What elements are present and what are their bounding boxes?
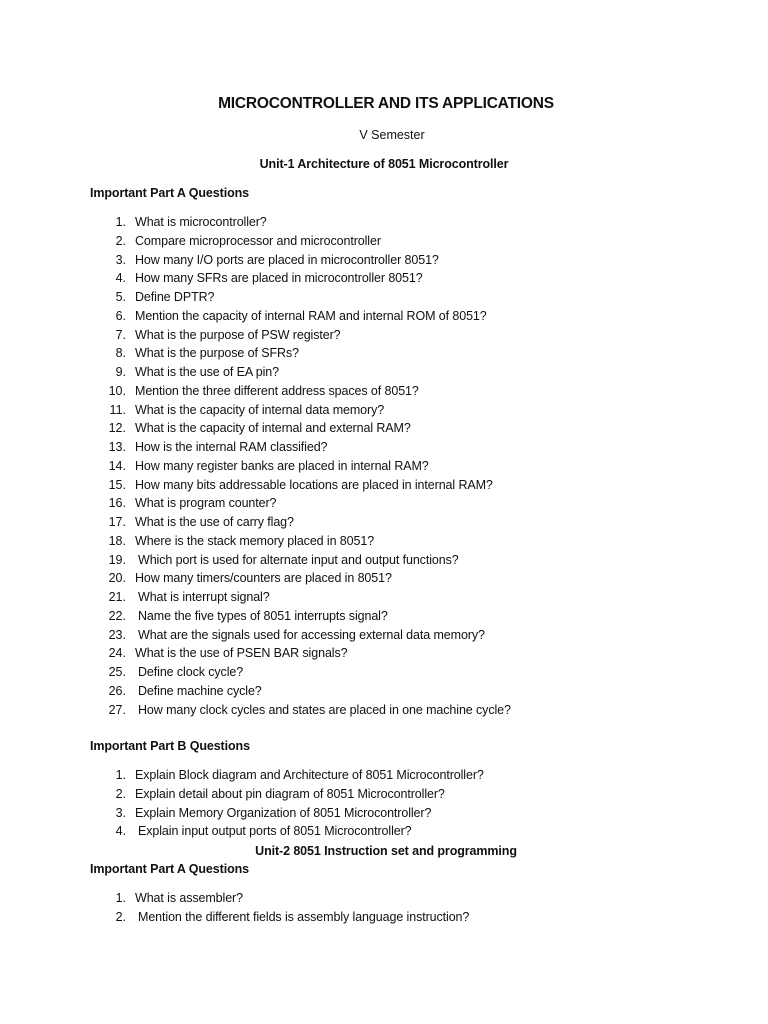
question-text: Define machine cycle? xyxy=(138,683,262,698)
question-number: 17. xyxy=(108,515,126,529)
question-text: What is the use of PSEN BAR signals? xyxy=(135,646,348,661)
question-number: 4. xyxy=(115,824,126,839)
question-number: 7. xyxy=(115,327,126,342)
question-text: Mention the capacity of internal RAM and internal ROM of 8051? xyxy=(135,308,487,323)
question-text: What is program counter? xyxy=(135,496,277,511)
question-number: 15. xyxy=(108,477,126,492)
semester-label: V Semester xyxy=(359,128,425,142)
unit-2-part-a-heading: Important Part A Questions xyxy=(90,862,249,876)
question-number: 1. xyxy=(115,768,126,782)
question-number: 2. xyxy=(115,909,126,924)
question-text: What is interrupt signal? xyxy=(138,590,270,604)
question-text: How many timers/counters are placed in 8051? xyxy=(135,571,392,586)
question-text: How many I/O ports are placed in microcontroller 8051? xyxy=(135,252,439,267)
question-number: 14. xyxy=(108,458,126,473)
question-text: What is the capacity of internal data memory? xyxy=(135,402,385,417)
unit-2-heading: Unit-2 8051 Instruction set and programming xyxy=(255,844,517,858)
question-number: 26. xyxy=(108,683,126,698)
question-number: 21. xyxy=(108,590,126,604)
question-number: 18. xyxy=(108,533,126,548)
question-number: 11. xyxy=(109,402,126,417)
question-text: What is the purpose of SFRs? xyxy=(135,346,299,361)
question-text: How many SFRs are placed in microcontroller 8051? xyxy=(135,271,423,286)
question-text: How many clock cycles and states are placed in one machine cycle? xyxy=(138,702,511,717)
question-text: How many bits addressable locations are placed in internal RAM? xyxy=(135,477,493,492)
question-text: What is the use of EA pin? xyxy=(135,365,280,379)
question-text: What is the use of carry flag? xyxy=(135,515,294,529)
question-number: 22. xyxy=(108,608,126,623)
question-text: Mention the different fields is assembly language instruction? xyxy=(138,909,470,924)
question-number: 23. xyxy=(108,627,126,642)
question-text: Explain detail about pin diagram of 8051 Microcontroller? xyxy=(135,786,445,801)
unit-1-part-a-heading: Important Part A Questions xyxy=(90,186,249,200)
question-number: 27. xyxy=(108,702,126,717)
question-text: Where is the stack memory placed in 8051? xyxy=(135,533,375,548)
question-text: Which port is used for alternate input and output functions? xyxy=(138,552,459,567)
question-text: How many register banks are placed in internal RAM? xyxy=(135,458,429,473)
question-text: What is assembler? xyxy=(135,891,243,905)
question-number: 19. xyxy=(108,552,126,567)
question-number: 6. xyxy=(115,308,126,323)
question-text: Explain Memory Organization of 8051 Microcontroller? xyxy=(135,805,432,820)
question-text: Explain Block diagram and Architecture of 8051 Microcontroller? xyxy=(135,768,484,782)
question-number: 24. xyxy=(108,646,126,661)
question-number: 1. xyxy=(115,891,126,905)
document-title: MICROCONTROLLER AND ITS APPLICATIONS xyxy=(218,95,554,112)
question-text: Define DPTR? xyxy=(135,290,215,304)
question-number: 3. xyxy=(115,805,126,820)
question-text: Name the five types of 8051 interrupts signal? xyxy=(138,608,388,623)
question-number: 3. xyxy=(115,252,126,267)
question-text: What is the capacity of internal and external RAM? xyxy=(135,421,411,436)
question-number: 1. xyxy=(115,215,126,229)
unit-1-heading: Unit-1 Architecture of 8051 Microcontroller xyxy=(259,157,509,171)
question-text: Define clock cycle? xyxy=(138,665,244,679)
question-number: 12. xyxy=(108,421,126,436)
unit-1-part-b-heading: Important Part B Questions xyxy=(90,739,250,753)
question-text: What is the purpose of PSW register? xyxy=(135,327,341,342)
question-number: 25. xyxy=(108,665,126,679)
question-number: 10. xyxy=(108,383,126,398)
question-number: 13. xyxy=(108,440,126,454)
question-number: 8. xyxy=(115,346,126,361)
question-number: 9. xyxy=(115,365,126,379)
question-text: Mention the three different address spaces of 8051? xyxy=(135,383,419,398)
question-text: Compare microprocessor and microcontroller xyxy=(135,233,381,248)
question-text: What are the signals used for accessing external data memory? xyxy=(138,627,485,642)
question-number: 20. xyxy=(108,571,126,586)
question-number: 2. xyxy=(115,786,126,801)
question-text: Explain input output ports of 8051 Microcontroller? xyxy=(138,824,412,839)
question-number: 5. xyxy=(115,290,126,304)
question-number: 2. xyxy=(115,233,126,248)
question-text: How is the internal RAM classified? xyxy=(135,440,328,454)
question-number: 4. xyxy=(115,271,126,286)
question-number: 16. xyxy=(108,496,126,511)
question-text: What is microcontroller? xyxy=(135,215,267,229)
